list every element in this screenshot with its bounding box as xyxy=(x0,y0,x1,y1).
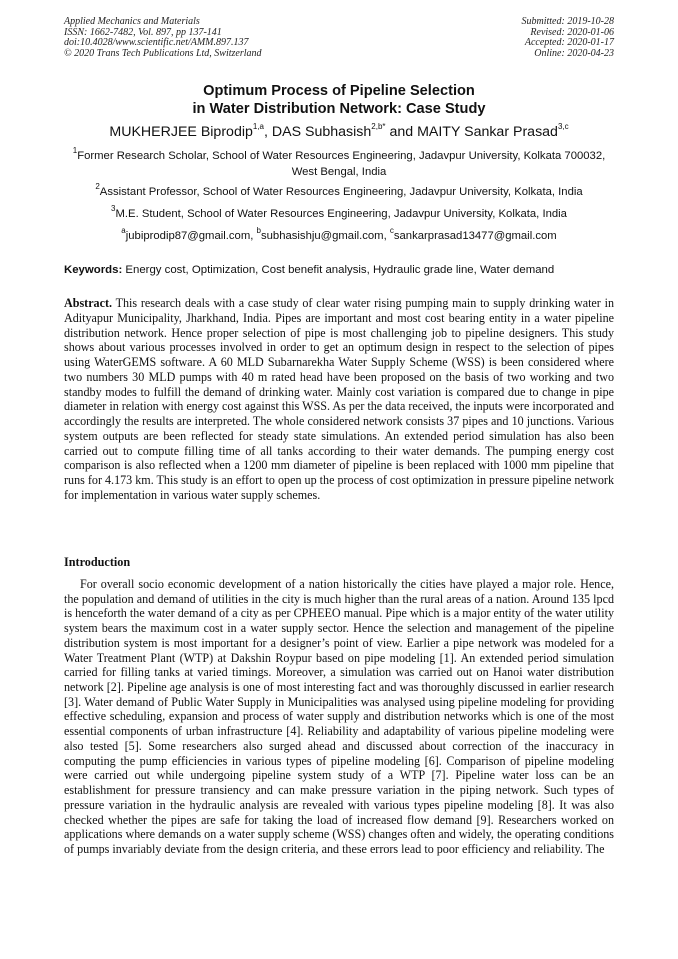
keywords xyxy=(64,263,624,278)
date-revised: Revised: 2020-01-06 xyxy=(530,26,614,38)
email-sup: c xyxy=(389,226,394,236)
affiliation-sup: 3 xyxy=(111,204,116,214)
author-sup: 2,b* xyxy=(371,122,386,132)
abstract-text: This research deals with a case study of clear water rising pumping main to supply drinking water in Adityapur Municipality, Jharkhand, India. Pipes are important and most cost bearing entity in a water pipeline distribution network. Hence proper selection of pipe is most challenging job to pipeline designers. This study shows about various processes involved in order to get an optimum design in respect to the selection of pipes using WaterGEMS software. A 60 MLD Subarnarekha Water Supply Scheme (WSS) is been considered where two numbers 30 MLD pumps with 40 m rated head have been proposed on the basis of two working and two standby modes to fulfill the demand of drinking water. Mainly cost variation is compared due to change in pipe diameter in relation with energy cost against this WSS. As per the data received, the inputs were incorporated and accordingly the results are interpreted. The whole considered network consists 37 pipes and 10 junctions. Various system outputs are been reflected for steady state simulations. An extended period simulation has also been carried out to compute filling time of all tanks according to their water demands. The pumping energy cost comparison is also reflected when a 1200 mm diameter of pipeline is been replaced with 1000 mm pipeline that runs for 4.173 km. This study is an effort to open up the process of cost optimization in pressure pipeline network for implementation in various water supply schemes. xyxy=(64,296,614,502)
author-sup: 3,c xyxy=(557,122,569,132)
journal-info xyxy=(64,17,262,59)
affiliation-1 xyxy=(64,146,614,180)
author-name: DAS Subhasish xyxy=(271,124,372,140)
author-sup: 1,a xyxy=(252,122,264,132)
email-address[interactable]: subhasishju@gmail.com xyxy=(260,230,384,242)
journal-name: Applied Mechanics and Materials xyxy=(64,16,200,27)
abstract xyxy=(64,296,614,503)
author-name: MAITY Sankar Prasad xyxy=(417,124,558,140)
email-sup: a xyxy=(121,226,126,236)
author-separator: , xyxy=(264,124,272,140)
journal-copyright: © 2020 Trans Tech Publications Ltd, Switzerland xyxy=(64,47,262,59)
date-online: Online: 2020-04-23 xyxy=(534,47,614,59)
affiliation-3 xyxy=(64,204,614,223)
email-address[interactable]: sankarprasad13477@gmail.com xyxy=(393,230,557,242)
title-line-2: in Water Distribution Network: Case Study xyxy=(192,101,486,117)
author-separator: and xyxy=(385,124,418,140)
email-sup: b xyxy=(256,226,261,236)
affiliation-text: M.E. Student, School of Water Resources Engineering, Jadavpur University, Kolkata, India xyxy=(115,208,567,220)
paper-title xyxy=(0,82,678,118)
affiliation-text: Former Research Scholar, School of Water Resources Engineering, Jadavpur University, Kolkata 700032, West Bengal, India xyxy=(77,150,606,178)
affiliation-sup: 1 xyxy=(72,146,78,156)
section-heading-introduction: Introduction xyxy=(64,555,131,569)
submission-dates xyxy=(522,17,615,59)
journal-doi: doi:10.4028/www.scientific.net/AMM.897.137 xyxy=(64,37,249,49)
date-submitted: Submitted: 2019-10-28 xyxy=(521,16,614,27)
affiliation-2 xyxy=(64,182,614,201)
affiliation-sup: 2 xyxy=(95,182,100,192)
introduction-paragraph: For overall socio economic development of a nation historically the cities have played a major role. Hence, the population and demand of utilities in the city is much higher than the rural areas of a nation. Around 135 lpcd is henceforth the water demand of a city as per CPHEEO manual. Pipe which is a major entity of the water utility system bears the maximum cost in a water supply sector. Hence the selection and management of the pipeline distribution system is most important for a designer’s point of view. Earlier a pipe network was modeled for a Water Treatment Plant (WTP) at Dakshin Roypur based on pipe modeling [1]. An extended period simulation carried for filling tanks at varied timings. Moreover, a simulation was carried out on Hanoi water distribution network [2]. Pipeline age analysis is one of most interesting fact and was thoroughly discussed in earlier research [3]. Water demand of Public Water Supply in Municipalities was analysed using pipeline modeling for providing effective scheduling, expansion and process of water supply and distribution networks which is one of the most essential components of urban infrastructure [4]. Reliability and adaptability of various pipeline modeling were also tested [5]. Some researchers also surged ahead and discussed about correction of the inaccuracy in computing the pump efficiencies in various types of pipeline modeling [6]. Comparison of pipeline modeling were carried out while undergoing pipeline system study of a WTP [7]. Pipeline water loss can be an establishment for pressure transiency and can make pressure variation in the piping network. Such types of pressure variation in the hydraulic analysis are revealed with various types pipeline modeling [8]. It was also checked whether the pipes are safe for taking the load of increased flow demand [9]. Researchers worked on applications where demands on a water supply scheme (WSS) changes often and widely, the operating conditions of pumps invariably deviate from the design criteria, and these errors lead to poor efficiency and reliability. The xyxy=(64,577,614,856)
email-separator: , xyxy=(250,230,257,242)
title-line-1: Optimum Process of Pipeline Selection xyxy=(203,83,475,99)
author-name: MUKHERJEE Biprodip xyxy=(109,124,253,140)
affiliation-text: Assistant Professor, School of Water Resources Engineering, Jadavpur University, Kolkata, India xyxy=(99,186,583,198)
journal-issn: ISSN: 1662-7482, Vol. 897, pp 137-141 xyxy=(64,26,222,38)
email-list xyxy=(64,226,614,244)
keywords-text: Energy cost, Optimization, Cost benefit analysis, Hydraulic grade line, Water demand xyxy=(122,264,555,276)
abstract-label: Abstract. xyxy=(64,296,113,310)
keywords-label: Keywords: xyxy=(64,264,123,276)
email-address[interactable]: jubiprodip87@gmail.com xyxy=(125,230,251,242)
email-separator: , xyxy=(383,230,390,242)
date-accepted: Accepted: 2020-01-17 xyxy=(524,37,614,49)
author-list xyxy=(0,123,678,141)
